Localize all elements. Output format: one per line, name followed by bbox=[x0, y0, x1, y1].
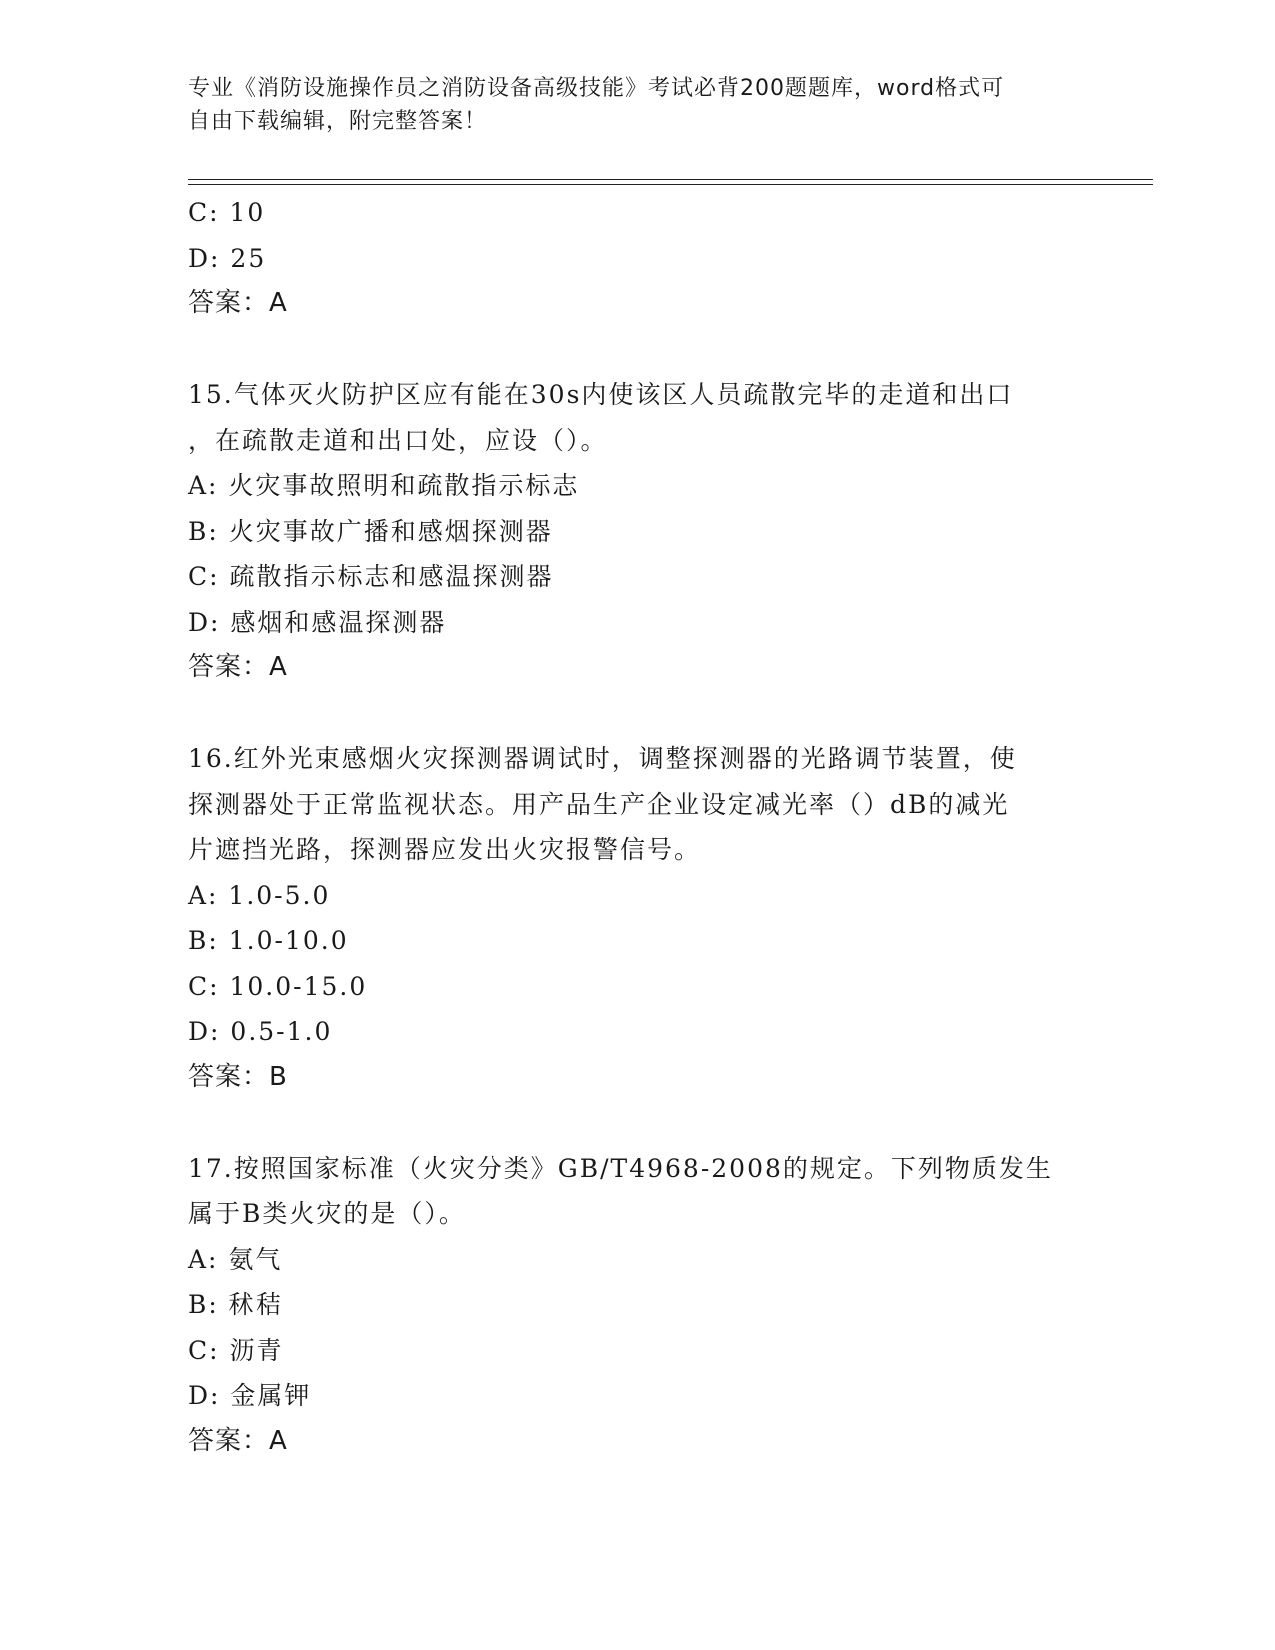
question-16 bbox=[188, 736, 1088, 1100]
option-a: A: 1.0-5.0 bbox=[188, 880, 331, 910]
header-divider-bottom bbox=[188, 184, 1153, 185]
option-b: B: 1.0-10.0 bbox=[188, 926, 349, 955]
question-stem-line: ，在疏散走道和出口处，应设（）。 bbox=[188, 425, 608, 455]
question-17 bbox=[188, 1146, 1088, 1465]
answer-line: 答案：A bbox=[188, 288, 288, 318]
question-stem-line: 15.气体灭火防护区应有能在30s内使该区人员疏散完毕的走道和出口 bbox=[188, 380, 1014, 409]
option-b: B: 秫秸 bbox=[188, 1290, 283, 1319]
option-c: C: 10 bbox=[188, 198, 266, 227]
header-line-1: 专业《消防设施操作员之消防设备高级技能》考试必背200题题库，word格式可 bbox=[188, 76, 1005, 101]
option-d: D: 感烟和感温探测器 bbox=[188, 607, 447, 637]
question-stem-line: 片遮挡光路，探测器应发出火灾报警信号。 bbox=[188, 835, 702, 864]
option-c: C: 10.0-15.0 bbox=[188, 971, 368, 1001]
spacer bbox=[188, 1100, 1088, 1146]
option-b: B: 火灾事故广播和感烟探测器 bbox=[188, 516, 553, 546]
header-divider-top bbox=[188, 179, 1153, 180]
option-c: C: 疏散指示标志和感温探测器 bbox=[188, 562, 554, 591]
answer-line: 答案：A bbox=[188, 1425, 288, 1456]
option-d: D: 0.5-1.0 bbox=[188, 1017, 333, 1046]
option-a: A: 火灾事故照明和疏散指示标志 bbox=[188, 471, 580, 500]
document-body bbox=[188, 190, 1088, 1464]
option-a: A: 氨气 bbox=[188, 1244, 283, 1274]
answer-line: 答案：A bbox=[188, 652, 288, 682]
question-15 bbox=[188, 372, 1088, 691]
document-header bbox=[188, 72, 1068, 138]
question-stem-line: 探测器处于正常监视状态。用产品生产企业设定减光率（）dB的减光 bbox=[188, 789, 1010, 819]
header-line-2: 自由下载编辑，附完整答案！ bbox=[188, 109, 488, 134]
answer-line: 答案：B bbox=[188, 1061, 288, 1092]
spacer bbox=[188, 327, 1088, 373]
question-stem-line: 16.红外光束感烟火灾探测器调试时，调整探测器的光路调节装置，使 bbox=[188, 744, 1017, 773]
option-c: C: 沥青 bbox=[188, 1335, 284, 1365]
question-stem-line: 属于B类火灾的是（）。 bbox=[188, 1199, 466, 1228]
option-d: D: 25 bbox=[188, 243, 267, 273]
spacer bbox=[188, 691, 1088, 737]
option-d: D: 金属钾 bbox=[188, 1381, 312, 1410]
question-14-tail bbox=[188, 190, 1088, 327]
question-stem-line: 17.按照国家标准（火灾分类》GB/T4968-2008的规定。下列物质发生 bbox=[188, 1153, 1053, 1183]
